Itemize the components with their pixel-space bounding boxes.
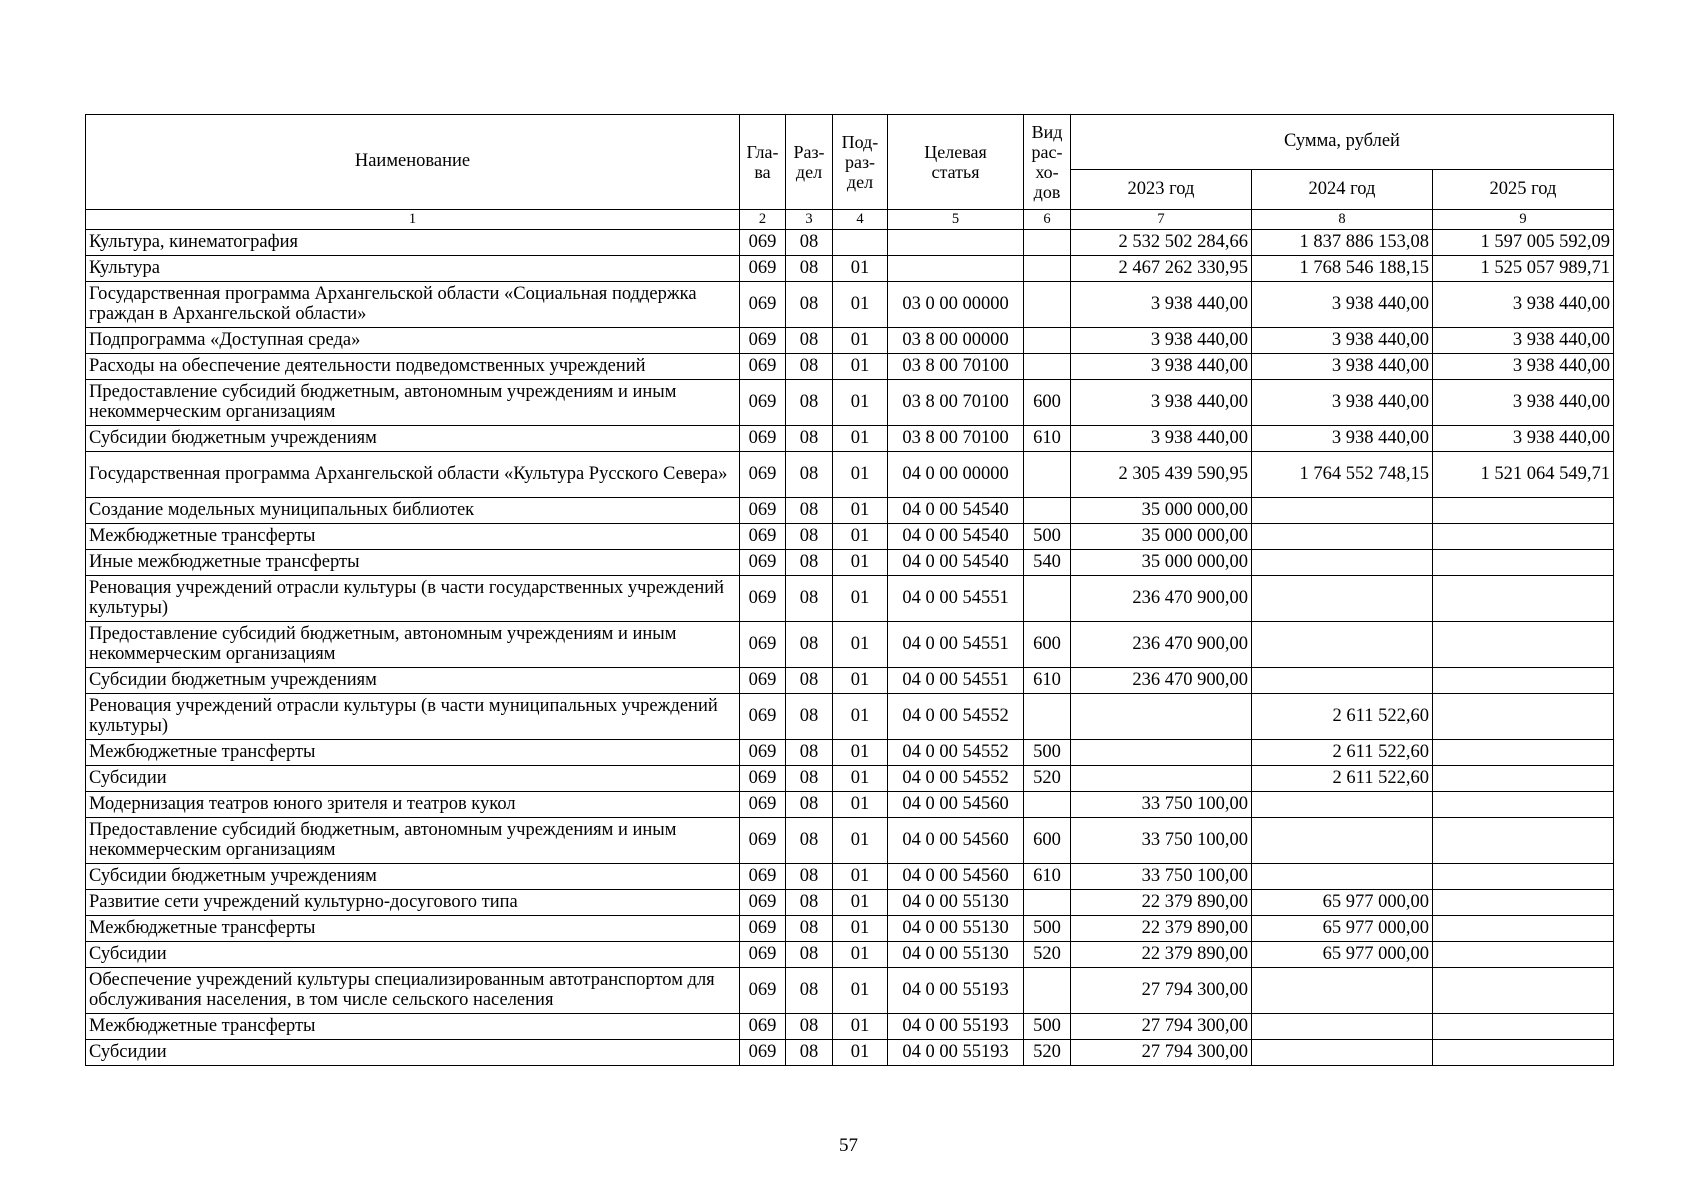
row-amount-2023: [1071, 766, 1252, 792]
row-amount-2023: 3 938 440,00: [1071, 426, 1252, 452]
row-amount-2025: [1433, 916, 1614, 942]
row-podrazdel: 01: [833, 498, 888, 524]
row-vid-rashodov: 610: [1024, 426, 1071, 452]
row-amount-2023: 27 794 300,00: [1071, 968, 1252, 1014]
row-amount-2025: [1433, 740, 1614, 766]
table-row: [86, 694, 1614, 740]
budget-table: [85, 114, 1614, 1066]
header-glava: Гла- ва: [740, 115, 786, 210]
row-vid-rashodov: [1024, 452, 1071, 498]
row-glava: 069: [740, 576, 786, 622]
row-glava: 069: [740, 230, 786, 256]
row-amount-2023: 3 938 440,00: [1071, 328, 1252, 354]
row-glava: 069: [740, 968, 786, 1014]
table-body: [86, 230, 1614, 1066]
row-podrazdel: 01: [833, 818, 888, 864]
row-tselevaya-statya: 04 0 00 55130: [888, 916, 1024, 942]
row-glava: 069: [740, 792, 786, 818]
row-tselevaya-statya: 04 0 00 54560: [888, 864, 1024, 890]
row-amount-2025: 3 938 440,00: [1433, 380, 1614, 426]
table-row: [86, 498, 1614, 524]
row-amount-2025: [1433, 668, 1614, 694]
row-vid-rashodov: [1024, 792, 1071, 818]
row-amount-2025: 3 938 440,00: [1433, 282, 1614, 328]
row-amount-2025: [1433, 550, 1614, 576]
row-amount-2024: [1252, 968, 1433, 1014]
row-glava: 069: [740, 864, 786, 890]
column-number: 3: [786, 210, 833, 230]
row-glava: 069: [740, 890, 786, 916]
row-podrazdel: 01: [833, 668, 888, 694]
row-razdel: 08: [786, 864, 833, 890]
row-name: Предоставление субсидий бюджетным, автономным учреждениям и иным некоммерческим организациям: [86, 818, 740, 864]
table-row: [86, 890, 1614, 916]
row-tselevaya-statya: 04 0 00 54552: [888, 694, 1024, 740]
row-vid-rashodov: [1024, 968, 1071, 1014]
row-name: Субсидии: [86, 942, 740, 968]
row-name: Субсидии: [86, 766, 740, 792]
row-razdel: 08: [786, 890, 833, 916]
row-vid-rashodov: 500: [1024, 524, 1071, 550]
row-glava: 069: [740, 498, 786, 524]
row-amount-2025: [1433, 694, 1614, 740]
row-amount-2025: 1 521 064 549,71: [1433, 452, 1614, 498]
table-row: [86, 354, 1614, 380]
row-tselevaya-statya: 04 0 00 55130: [888, 942, 1024, 968]
row-podrazdel: 01: [833, 890, 888, 916]
row-amount-2024: [1252, 622, 1433, 668]
header-summa: Сумма, рублей: [1071, 115, 1614, 170]
row-razdel: 08: [786, 766, 833, 792]
row-glava: 069: [740, 354, 786, 380]
table-row: [86, 426, 1614, 452]
header-name: Наименование: [86, 115, 740, 210]
row-vid-rashodov: 500: [1024, 740, 1071, 766]
row-name: Культура: [86, 256, 740, 282]
row-tselevaya-statya: 04 0 00 54540: [888, 498, 1024, 524]
row-glava: 069: [740, 818, 786, 864]
row-amount-2024: 65 977 000,00: [1252, 890, 1433, 916]
row-razdel: 08: [786, 328, 833, 354]
row-amount-2023: 22 379 890,00: [1071, 942, 1252, 968]
row-amount-2024: [1252, 498, 1433, 524]
row-vid-rashodov: [1024, 576, 1071, 622]
row-razdel: 08: [786, 668, 833, 694]
row-amount-2025: 3 938 440,00: [1433, 426, 1614, 452]
table-header: [86, 115, 1614, 230]
row-razdel: 08: [786, 426, 833, 452]
row-amount-2025: [1433, 524, 1614, 550]
row-name: Субсидии бюджетным учреждениям: [86, 864, 740, 890]
row-vid-rashodov: 500: [1024, 1014, 1071, 1040]
row-podrazdel: 01: [833, 282, 888, 328]
table-row: [86, 524, 1614, 550]
row-amount-2025: [1433, 576, 1614, 622]
row-amount-2024: 3 938 440,00: [1252, 328, 1433, 354]
table-row: [86, 1014, 1614, 1040]
row-amount-2023: 27 794 300,00: [1071, 1014, 1252, 1040]
table-row: [86, 452, 1614, 498]
row-amount-2024: 3 938 440,00: [1252, 380, 1433, 426]
row-amount-2024: [1252, 550, 1433, 576]
row-amount-2023: [1071, 694, 1252, 740]
row-amount-2023: 2 532 502 284,66: [1071, 230, 1252, 256]
row-glava: 069: [740, 766, 786, 792]
table-row: [86, 942, 1614, 968]
row-amount-2023: 35 000 000,00: [1071, 524, 1252, 550]
row-amount-2023: 35 000 000,00: [1071, 550, 1252, 576]
row-glava: 069: [740, 1014, 786, 1040]
row-amount-2024: 2 611 522,60: [1252, 740, 1433, 766]
row-podrazdel: 01: [833, 864, 888, 890]
row-podrazdel: 01: [833, 524, 888, 550]
row-razdel: 08: [786, 354, 833, 380]
row-vid-rashodov: [1024, 230, 1071, 256]
table-row: [86, 740, 1614, 766]
row-glava: 069: [740, 942, 786, 968]
row-razdel: 08: [786, 452, 833, 498]
row-name: Межбюджетные трансферты: [86, 740, 740, 766]
row-amount-2025: 1 597 005 592,09: [1433, 230, 1614, 256]
row-vid-rashodov: [1024, 694, 1071, 740]
row-vid-rashodov: 520: [1024, 942, 1071, 968]
row-tselevaya-statya: 03 0 00 00000: [888, 282, 1024, 328]
row-podrazdel: 01: [833, 256, 888, 282]
row-podrazdel: 01: [833, 380, 888, 426]
table-row: [86, 766, 1614, 792]
row-podrazdel: [833, 230, 888, 256]
row-vid-rashodov: 600: [1024, 380, 1071, 426]
row-glava: 069: [740, 328, 786, 354]
row-amount-2023: 3 938 440,00: [1071, 354, 1252, 380]
row-podrazdel: 01: [833, 1014, 888, 1040]
row-amount-2023: 2 305 439 590,95: [1071, 452, 1252, 498]
row-amount-2024: 65 977 000,00: [1252, 916, 1433, 942]
table-row: [86, 968, 1614, 1014]
row-amount-2023: 236 470 900,00: [1071, 622, 1252, 668]
row-razdel: 08: [786, 916, 833, 942]
row-razdel: 08: [786, 282, 833, 328]
row-razdel: 08: [786, 498, 833, 524]
row-glava: 069: [740, 668, 786, 694]
row-amount-2024: 2 611 522,60: [1252, 694, 1433, 740]
row-razdel: 08: [786, 622, 833, 668]
header-razdel: Раз- дел: [786, 115, 833, 210]
table-row: [86, 550, 1614, 576]
row-amount-2025: [1433, 1040, 1614, 1066]
row-amount-2025: [1433, 792, 1614, 818]
row-vid-rashodov: [1024, 328, 1071, 354]
table-row: [86, 818, 1614, 864]
row-tselevaya-statya: 03 8 00 00000: [888, 328, 1024, 354]
row-glava: 069: [740, 550, 786, 576]
row-amount-2025: 3 938 440,00: [1433, 328, 1614, 354]
row-tselevaya-statya: 04 0 00 55193: [888, 1014, 1024, 1040]
row-amount-2023: 33 750 100,00: [1071, 864, 1252, 890]
row-amount-2025: [1433, 864, 1614, 890]
row-name: Реновация учреждений отрасли культуры (в части государственных учреждений культуры): [86, 576, 740, 622]
row-razdel: 08: [786, 942, 833, 968]
row-podrazdel: 01: [833, 426, 888, 452]
row-razdel: 08: [786, 230, 833, 256]
row-amount-2024: 3 938 440,00: [1252, 354, 1433, 380]
page-number: 57: [839, 1135, 858, 1156]
row-tselevaya-statya: 04 0 00 00000: [888, 452, 1024, 498]
column-number: 7: [1071, 210, 1252, 230]
row-amount-2024: [1252, 1014, 1433, 1040]
row-tselevaya-statya: [888, 230, 1024, 256]
row-podrazdel: 01: [833, 766, 888, 792]
row-amount-2024: [1252, 792, 1433, 818]
row-razdel: 08: [786, 694, 833, 740]
row-razdel: 08: [786, 256, 833, 282]
row-tselevaya-statya: 03 8 00 70100: [888, 426, 1024, 452]
header-year-2025: 2025 год: [1433, 170, 1614, 210]
row-name: Расходы на обеспечение деятельности подведомственных учреждений: [86, 354, 740, 380]
row-name: Обеспечение учреждений культуры специализированным автотранспортом для обслуживания населения, в том числе сельского населения: [86, 968, 740, 1014]
table-row: [86, 668, 1614, 694]
row-razdel: 08: [786, 550, 833, 576]
table-row: [86, 576, 1614, 622]
row-amount-2023: 22 379 890,00: [1071, 916, 1252, 942]
row-amount-2024: 3 938 440,00: [1252, 426, 1433, 452]
row-tselevaya-statya: 04 0 00 54540: [888, 524, 1024, 550]
row-podrazdel: 01: [833, 694, 888, 740]
row-podrazdel: 01: [833, 916, 888, 942]
row-razdel: 08: [786, 818, 833, 864]
row-tselevaya-statya: 03 8 00 70100: [888, 354, 1024, 380]
row-amount-2024: 1 837 886 153,08: [1252, 230, 1433, 256]
row-podrazdel: 01: [833, 550, 888, 576]
row-amount-2025: 3 938 440,00: [1433, 354, 1614, 380]
row-glava: 069: [740, 694, 786, 740]
row-name: Субсидии бюджетным учреждениям: [86, 668, 740, 694]
row-name: Межбюджетные трансферты: [86, 1014, 740, 1040]
table-row: [86, 622, 1614, 668]
row-name: Межбюджетные трансферты: [86, 916, 740, 942]
row-glava: 069: [740, 282, 786, 328]
row-name: Государственная программа Архангельской области «Культура Русского Севера»: [86, 452, 740, 498]
row-podrazdel: 01: [833, 354, 888, 380]
table-row: [86, 282, 1614, 328]
column-number: 4: [833, 210, 888, 230]
row-razdel: 08: [786, 1014, 833, 1040]
row-razdel: 08: [786, 792, 833, 818]
row-vid-rashodov: 520: [1024, 1040, 1071, 1066]
row-glava: 069: [740, 256, 786, 282]
row-vid-rashodov: [1024, 256, 1071, 282]
row-amount-2023: 35 000 000,00: [1071, 498, 1252, 524]
row-vid-rashodov: 540: [1024, 550, 1071, 576]
row-tselevaya-statya: 04 0 00 54551: [888, 576, 1024, 622]
row-glava: 069: [740, 740, 786, 766]
row-amount-2025: [1433, 1014, 1614, 1040]
row-podrazdel: 01: [833, 792, 888, 818]
row-vid-rashodov: 500: [1024, 916, 1071, 942]
row-vid-rashodov: 610: [1024, 864, 1071, 890]
row-razdel: 08: [786, 740, 833, 766]
row-amount-2023: 3 938 440,00: [1071, 380, 1252, 426]
row-vid-rashodov: 600: [1024, 818, 1071, 864]
row-tselevaya-statya: 04 0 00 54551: [888, 622, 1024, 668]
header-vid-rashodov: Вид рас- хо- дов: [1024, 115, 1071, 210]
row-podrazdel: 01: [833, 942, 888, 968]
column-number: 6: [1024, 210, 1071, 230]
row-glava: 069: [740, 1040, 786, 1066]
row-glava: 069: [740, 380, 786, 426]
table-row: [86, 792, 1614, 818]
row-amount-2023: 27 794 300,00: [1071, 1040, 1252, 1066]
row-amount-2024: [1252, 668, 1433, 694]
column-number: 9: [1433, 210, 1614, 230]
row-tselevaya-statya: 04 0 00 54560: [888, 792, 1024, 818]
row-podrazdel: 01: [833, 452, 888, 498]
row-tselevaya-statya: [888, 256, 1024, 282]
row-amount-2025: [1433, 498, 1614, 524]
row-razdel: 08: [786, 380, 833, 426]
row-podrazdel: 01: [833, 576, 888, 622]
row-tselevaya-statya: 04 0 00 54552: [888, 740, 1024, 766]
row-amount-2023: 236 470 900,00: [1071, 576, 1252, 622]
row-vid-rashodov: 600: [1024, 622, 1071, 668]
row-glava: 069: [740, 452, 786, 498]
row-glava: 069: [740, 524, 786, 550]
row-name: Модернизация театров юного зрителя и театров кукол: [86, 792, 740, 818]
row-amount-2025: [1433, 890, 1614, 916]
row-glava: 069: [740, 426, 786, 452]
header-year-2023: 2023 год: [1071, 170, 1252, 210]
row-podrazdel: 01: [833, 1040, 888, 1066]
row-vid-rashodov: [1024, 282, 1071, 328]
row-tselevaya-statya: 04 0 00 54560: [888, 818, 1024, 864]
row-vid-rashodov: [1024, 890, 1071, 916]
row-amount-2023: 3 938 440,00: [1071, 282, 1252, 328]
row-name: Создание модельных муниципальных библиотек: [86, 498, 740, 524]
row-podrazdel: 01: [833, 968, 888, 1014]
header-tselevaya-statya: Целевая статья: [888, 115, 1024, 210]
row-amount-2025: [1433, 968, 1614, 1014]
row-name: Субсидии: [86, 1040, 740, 1066]
table-row: [86, 328, 1614, 354]
row-tselevaya-statya: 04 0 00 55193: [888, 1040, 1024, 1066]
row-amount-2023: 22 379 890,00: [1071, 890, 1252, 916]
row-podrazdel: 01: [833, 740, 888, 766]
row-tselevaya-statya: 04 0 00 54551: [888, 668, 1024, 694]
row-amount-2024: 1 768 546 188,15: [1252, 256, 1433, 282]
row-name: Предоставление субсидий бюджетным, автономным учреждениям и иным некоммерческим организациям: [86, 622, 740, 668]
row-amount-2024: [1252, 864, 1433, 890]
table-row: [86, 380, 1614, 426]
row-amount-2025: [1433, 942, 1614, 968]
row-name: Иные межбюджетные трансферты: [86, 550, 740, 576]
row-razdel: 08: [786, 524, 833, 550]
row-amount-2024: [1252, 1040, 1433, 1066]
row-name: Межбюджетные трансферты: [86, 524, 740, 550]
header-year-2024: 2024 год: [1252, 170, 1433, 210]
column-number: 1: [86, 210, 740, 230]
row-amount-2023: 236 470 900,00: [1071, 668, 1252, 694]
header-podrazdel: Под- раз- дел: [833, 115, 888, 210]
row-vid-rashodov: 610: [1024, 668, 1071, 694]
row-tselevaya-statya: 04 0 00 55193: [888, 968, 1024, 1014]
row-amount-2023: [1071, 740, 1252, 766]
row-name: Культура, кинематография: [86, 230, 740, 256]
column-number: 5: [888, 210, 1024, 230]
row-glava: 069: [740, 916, 786, 942]
row-razdel: 08: [786, 576, 833, 622]
row-amount-2023: 2 467 262 330,95: [1071, 256, 1252, 282]
row-glava: 069: [740, 622, 786, 668]
row-amount-2025: 1 525 057 989,71: [1433, 256, 1614, 282]
column-number: 8: [1252, 210, 1433, 230]
row-razdel: 08: [786, 968, 833, 1014]
table-row: [86, 864, 1614, 890]
row-amount-2025: [1433, 622, 1614, 668]
row-name: Развитие сети учреждений культурно-досугового типа: [86, 890, 740, 916]
column-number: 2: [740, 210, 786, 230]
row-podrazdel: 01: [833, 328, 888, 354]
table-row: [86, 256, 1614, 282]
table-row: [86, 916, 1614, 942]
column-numbers-row: [86, 210, 1614, 230]
row-vid-rashodov: 520: [1024, 766, 1071, 792]
row-name: Государственная программа Архангельской области «Социальная поддержка граждан в Архангельской области»: [86, 282, 740, 328]
row-name: Подпрограмма «Доступная среда»: [86, 328, 740, 354]
row-amount-2024: 2 611 522,60: [1252, 766, 1433, 792]
row-amount-2024: [1252, 524, 1433, 550]
row-amount-2025: [1433, 766, 1614, 792]
row-tselevaya-statya: 04 0 00 54540: [888, 550, 1024, 576]
row-amount-2023: 33 750 100,00: [1071, 818, 1252, 864]
row-amount-2023: 33 750 100,00: [1071, 792, 1252, 818]
row-amount-2024: [1252, 818, 1433, 864]
row-vid-rashodov: [1024, 354, 1071, 380]
table-row: [86, 230, 1614, 256]
row-amount-2024: [1252, 576, 1433, 622]
row-amount-2024: 3 938 440,00: [1252, 282, 1433, 328]
row-amount-2024: 65 977 000,00: [1252, 942, 1433, 968]
row-razdel: 08: [786, 1040, 833, 1066]
row-vid-rashodov: [1024, 498, 1071, 524]
row-name: Предоставление субсидий бюджетным, автономным учреждениям и иным некоммерческим организациям: [86, 380, 740, 426]
row-name: Реновация учреждений отрасли культуры (в части муниципальных учреждений культуры): [86, 694, 740, 740]
row-name: Субсидии бюджетным учреждениям: [86, 426, 740, 452]
row-tselevaya-statya: 04 0 00 54552: [888, 766, 1024, 792]
row-tselevaya-statya: 04 0 00 55130: [888, 890, 1024, 916]
table-row: [86, 1040, 1614, 1066]
row-amount-2025: [1433, 818, 1614, 864]
row-amount-2024: 1 764 552 748,15: [1252, 452, 1433, 498]
row-tselevaya-statya: 03 8 00 70100: [888, 380, 1024, 426]
row-podrazdel: 01: [833, 622, 888, 668]
